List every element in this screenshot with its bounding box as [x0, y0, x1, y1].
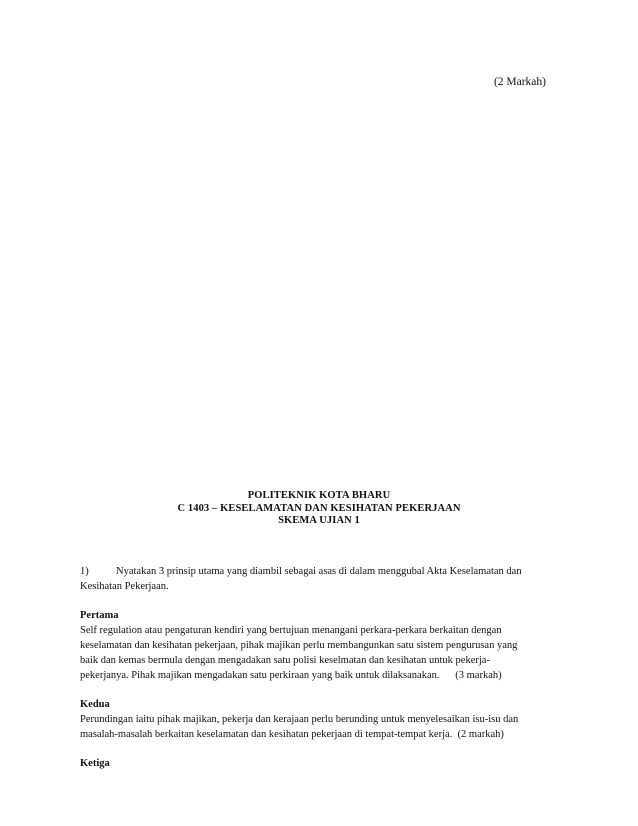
document-heading: [0, 490, 638, 528]
section-title: Ketiga: [80, 758, 110, 769]
heading-course: C 1403 – KESELAMATAN DAN KESIHATAN PEKERJAAN: [177, 502, 461, 514]
answer-body: [80, 564, 558, 771]
section-line: Self regulation atau pengaturan kendiri yang bertujuan menangani perkara-perkara berkaitan dengan: [80, 625, 502, 636]
section-kedua: [80, 697, 558, 742]
question-line-1: Nyatakan 3 prinsip utama yang diambil sebagai asas di dalam menggubal Akta Keselamatan dan: [116, 566, 522, 577]
heading-scheme: SKEMA UJIAN 1: [278, 515, 360, 526]
section-body: [80, 623, 558, 683]
marks-label: (2 Markah): [493, 76, 546, 88]
section-pertama: [80, 608, 558, 683]
heading-institution: POLITEKNIK KOTA BHARU: [247, 490, 391, 501]
question-1: [80, 564, 558, 594]
section-title: Kedua: [80, 699, 110, 710]
section-title: Pertama: [80, 610, 119, 621]
section-line: keselamatan dan kesihatan pekerjaan, pihak majikan perlu membangunkan satu sistem pengurusan yang: [80, 640, 518, 651]
section-line: pekerjanya. Pihak majikan mengadakan satu perkiraan yang baik untuk dilaksanakan. (3 markah): [80, 670, 502, 681]
question-line-2: Kesihatan Pekerjaan.: [80, 581, 169, 592]
section-line: masalah-masalah berkaitan keselamatan dan kesihatan pekerjaan di tempat-tempat kerja. (2 markah): [80, 729, 504, 740]
section-body: [80, 712, 558, 742]
question-number: 1): [80, 566, 89, 577]
section-line: baik dan kemas bermula dengan mengadakan satu polisi keselmatan dan kesihatan untuk pekerja-: [80, 655, 490, 666]
section-ketiga: [80, 756, 558, 771]
section-line: Perundingan iaitu pihak majikan, pekerja dan kerajaan perlu berunding untuk menyelesaikan isu-isu dan: [80, 714, 519, 725]
